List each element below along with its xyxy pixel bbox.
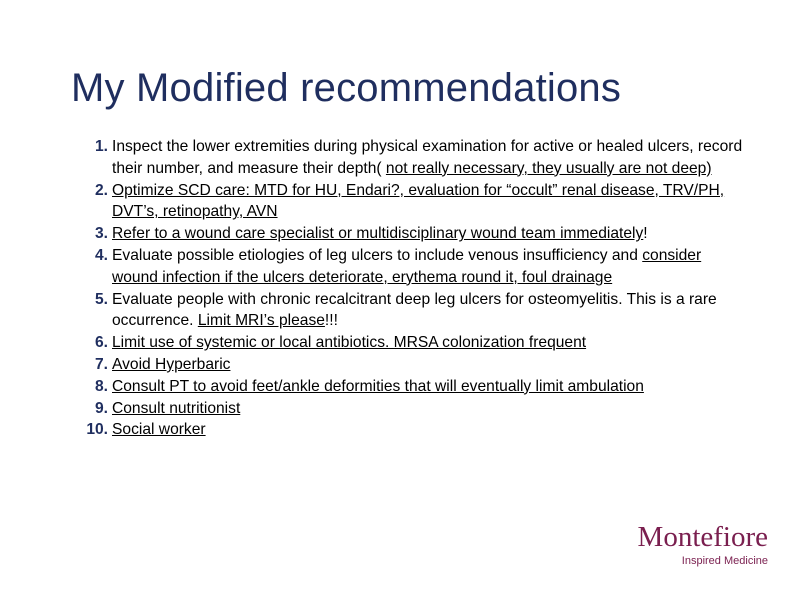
underlined-text: not really necessary, they usually are not deep) <box>385 159 712 177</box>
list-item <box>76 289 748 333</box>
slide-title: My Modified recommendations <box>71 66 622 110</box>
item-text <box>112 398 748 420</box>
item-text <box>112 376 748 398</box>
underlined-text: Avoid Hyperbaric <box>112 355 231 373</box>
list-item <box>76 332 748 354</box>
text-segment: ! <box>643 225 648 243</box>
list-item <box>76 245 748 289</box>
item-text <box>112 354 748 376</box>
list-item <box>76 398 748 420</box>
logo-name: Montefiore <box>637 521 768 553</box>
text-segment: Inspect the lower extremities during physical examination for active or healed ulcers, record their number, and measure their depth( <box>112 138 743 177</box>
item-text <box>112 332 748 354</box>
underlined-text: Refer to a wound care specialist or multidisciplinary wound team immediately <box>112 225 644 243</box>
item-text <box>112 180 748 224</box>
underlined-text: Consult nutritionist <box>112 399 241 417</box>
underlined-text: Consult PT to avoid feet/ankle deformities that will eventually limit ambulation <box>112 377 644 395</box>
underlined-text: Limit MRI’s please <box>197 312 325 330</box>
item-text <box>112 136 748 180</box>
item-number: 8. <box>94 377 108 395</box>
item-number: 7. <box>94 355 108 373</box>
item-text <box>112 289 748 333</box>
recommendation-list <box>76 136 748 441</box>
item-number: 1. <box>94 138 108 155</box>
list-item <box>76 354 748 376</box>
list-item <box>76 180 748 224</box>
item-text <box>112 245 748 289</box>
item-text <box>112 419 748 441</box>
item-number: 4. <box>94 246 108 264</box>
list-item <box>76 223 748 245</box>
item-number: 2. <box>94 181 108 199</box>
item-number: 6. <box>94 334 108 352</box>
list-item <box>76 376 748 398</box>
item-number: 3. <box>94 225 108 243</box>
item-text <box>112 223 748 245</box>
text-segment: Evaluate possible etiologies of leg ulcers to include venous insufficiency and <box>112 246 643 264</box>
text-segment: !!! <box>324 312 338 330</box>
underlined-text: Optimize SCD care: MTD for HU, Endari?, evaluation for “occult” renal disease, TRV/PH, DVT’s, retinopathy, AVN <box>112 181 725 221</box>
item-number: 9. <box>94 399 108 417</box>
logo-tagline: Inspired Medicine <box>681 555 768 567</box>
item-number: 10. <box>86 421 108 439</box>
list-item <box>76 419 748 441</box>
list-item <box>76 136 748 180</box>
underlined-text: Limit use of systemic or local antibiotics. MRSA colonization frequent <box>112 334 587 352</box>
montefiore-logo <box>622 522 768 568</box>
underlined-text: consider wound infection if the ulcers deteriorate, erythema round it, foul drainage <box>112 246 702 286</box>
underlined-text: Social worker <box>112 421 206 439</box>
text-segment: Evaluate people with chronic recalcitrant deep leg ulcers for osteomyelitis. This is a rare occurrence. <box>112 290 717 330</box>
item-number: 5. <box>94 290 108 308</box>
